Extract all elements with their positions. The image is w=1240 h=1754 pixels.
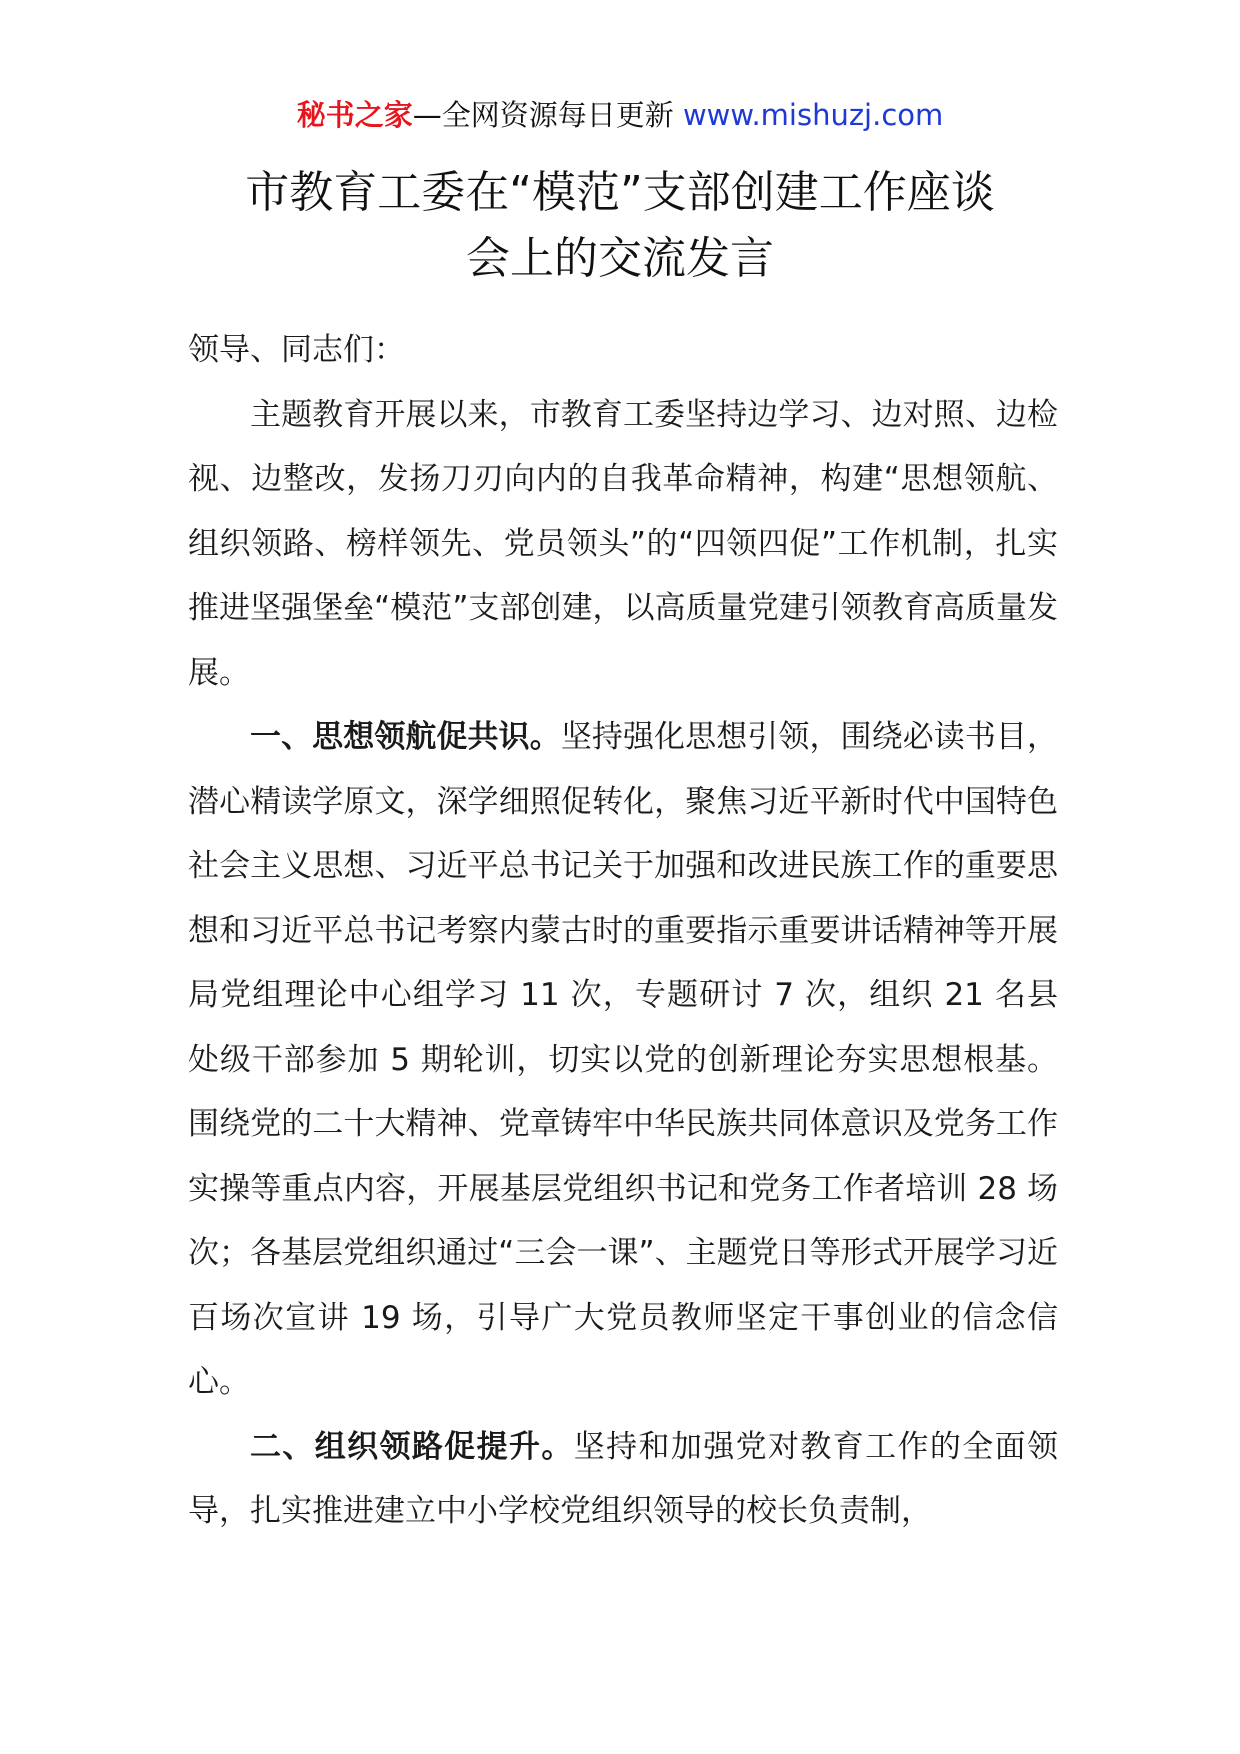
section-1-heading: 一、思想领航促共识。 xyxy=(250,719,561,755)
banner-brand: 秘书之家 xyxy=(296,98,413,132)
watermark-banner xyxy=(0,98,1240,133)
banner-url: www.mishuzj.com xyxy=(682,98,944,132)
intro-paragraph: 主题教育开展以来，市教育工委坚持边学习、边对照、边检视、边整改，发扬刀刃向内的自我革命精神，构建“思想领航、组织领路、榜样领先、党员领头”的“四领四促”工作机制，扎实推进坚强堡垒“模范”支部创建，以高质量党建引领教育高质量发展。 xyxy=(188,396,1058,691)
section-2-paragraph xyxy=(188,1415,1058,1544)
title-line-2: 会上的交流发言 xyxy=(466,233,774,284)
section-1-body: 坚持强化思想引领，围绕必读书目，潜心精读学原文，深学细照促转化，聚焦习近平新时代中国特色社会主义思想、习近平总书记关于加强和改进民族工作的重要思想和习近平总书记考察内蒙古时的重要指示重要讲话精神等开展局党组理论中心组学习 11 次，专题研讨 7 次，组织 21 名县处级干部参加 5 期轮训，切实以党的创新理论夯实思想根基。围绕党的二十大精神、党章铸牢中华民族共同体意识及党务工作实操等重点内容，开展基层党组织书记和党务工作者培训 28 场次；各基层党组织通过“三会一课”、主题党日等形式开展学习近百场次宣讲 19 场，引导广大党员教师坚定干事创业的信念信心。 xyxy=(188,719,1059,1400)
salutation: 领导、同志们： xyxy=(188,332,405,368)
section-2-heading: 二、组织领路促提升。 xyxy=(250,1428,574,1465)
section-1-paragraph xyxy=(188,705,1058,1415)
banner-slogan: —全网资源每日更新 xyxy=(412,98,683,132)
document-title xyxy=(160,160,1080,292)
section-2-body: 坚持和加强党对教育工作的全面领导，扎实推进建立中小学校党组织领导的校长负责制， xyxy=(188,1428,1058,1529)
title-line-1: 市教育工委在“模范”支部创建工作座谈 xyxy=(245,167,995,218)
document-body xyxy=(188,318,1058,1544)
